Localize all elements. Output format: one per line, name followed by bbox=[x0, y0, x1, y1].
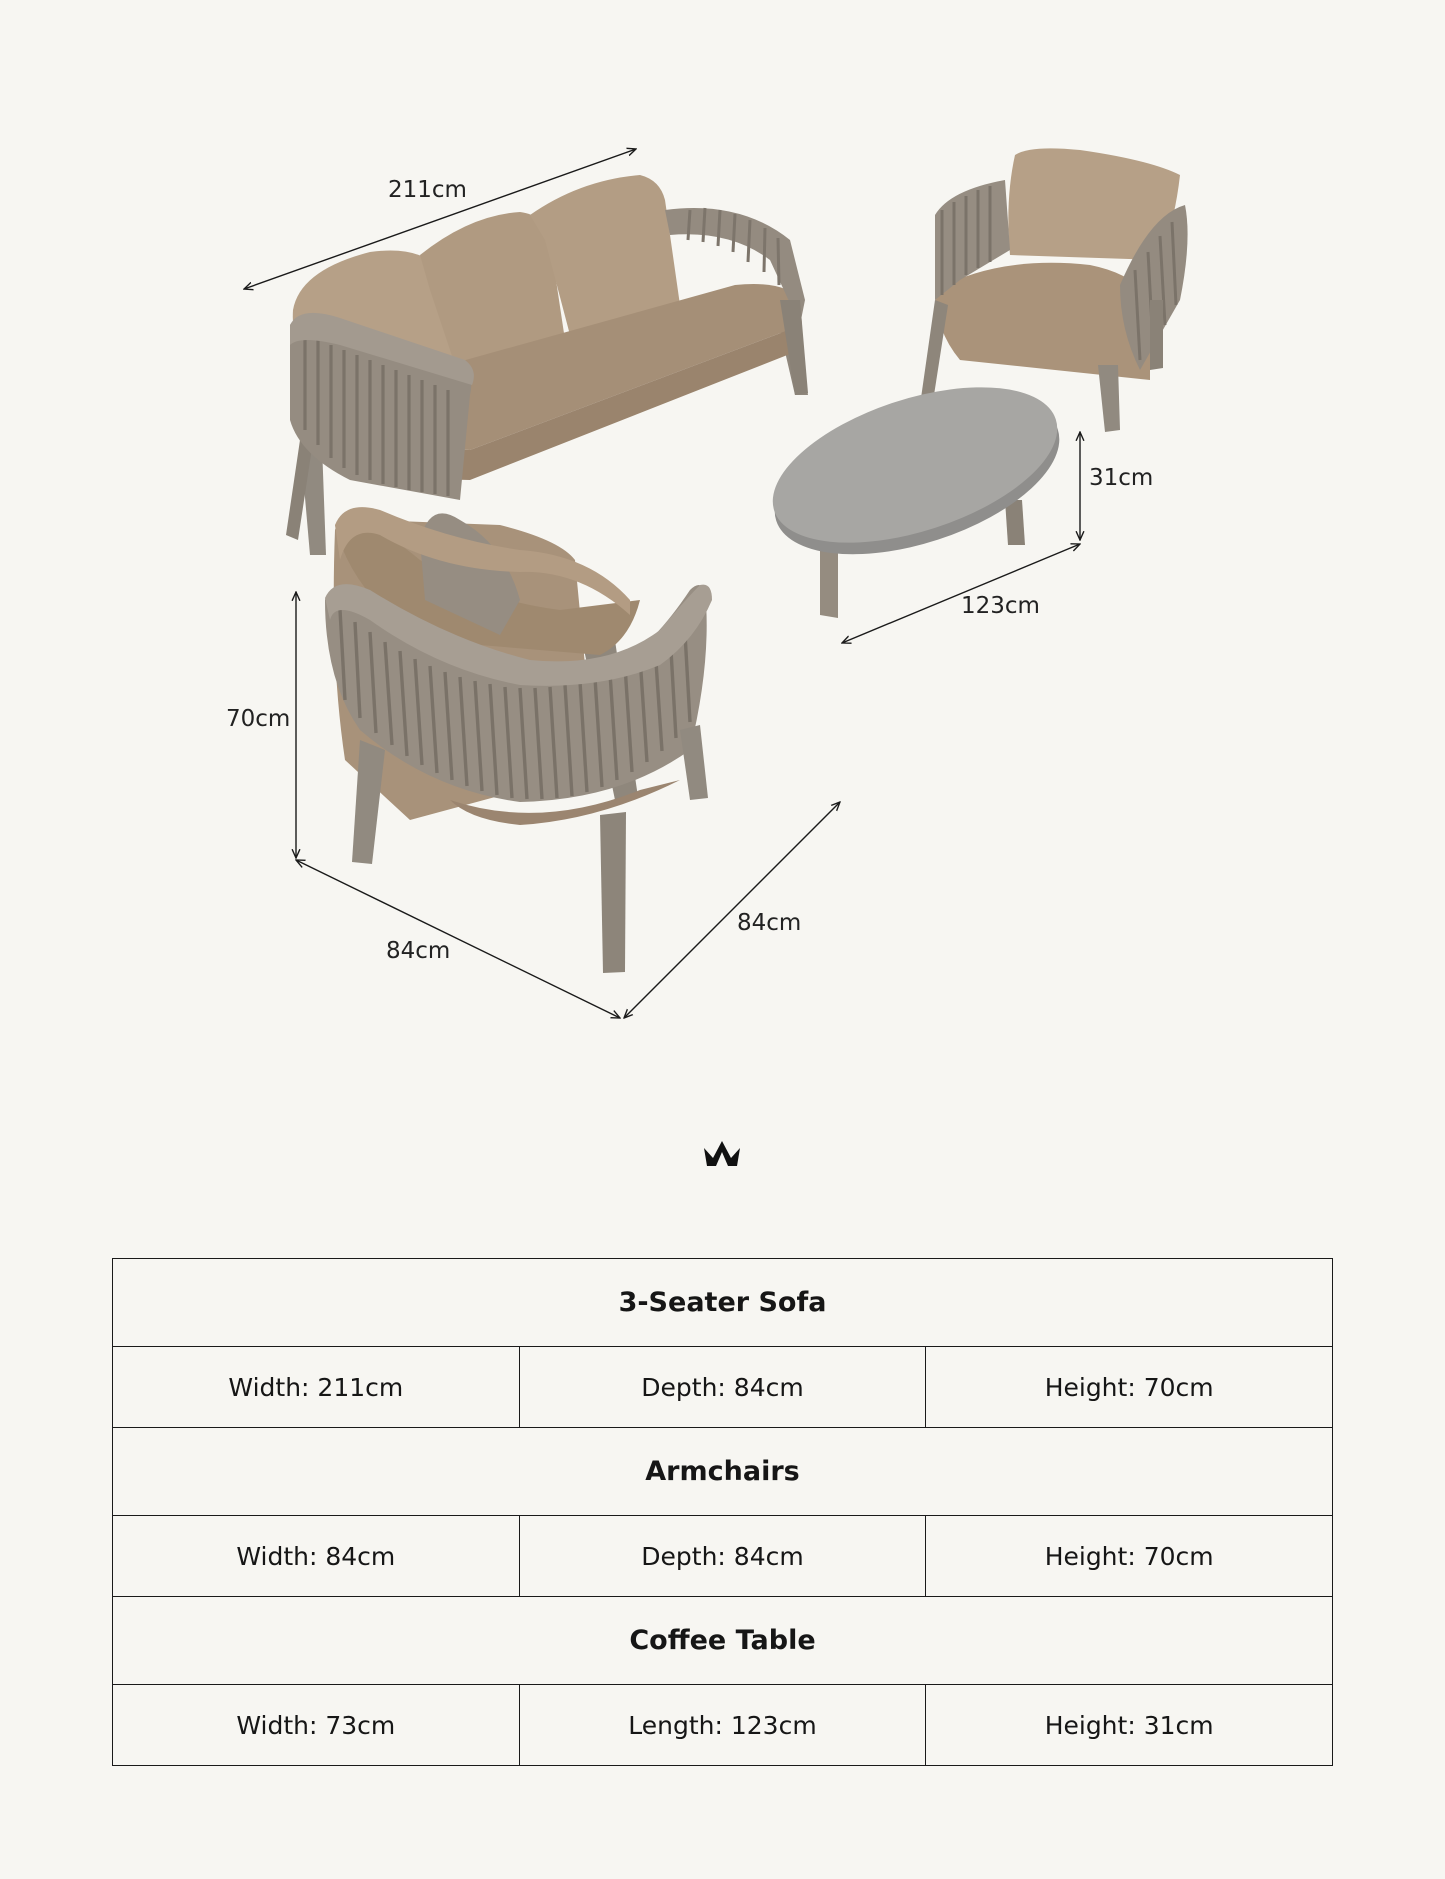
armchair-width-cell: Width: 84cm bbox=[113, 1516, 520, 1597]
sofa-width-cell: Width: 211cm bbox=[113, 1347, 520, 1428]
sofa-height-cell: Height: 70cm bbox=[926, 1347, 1333, 1428]
dimensions-table bbox=[112, 1258, 1333, 1766]
chair-depth-line bbox=[624, 802, 840, 1018]
table-section-header bbox=[113, 1597, 1333, 1685]
table-height-label: 31cm bbox=[1089, 465, 1154, 491]
table-row bbox=[113, 1516, 1333, 1597]
armchair-height-cell: Height: 70cm bbox=[926, 1516, 1333, 1597]
table-length-label: 123cm bbox=[961, 593, 1040, 619]
table-section-header bbox=[113, 1428, 1333, 1516]
sofa-width-label: 211cm bbox=[388, 177, 467, 203]
coffee-table-length-cell: Length: 123cm bbox=[519, 1685, 926, 1766]
coffee-table-height-cell: Height: 31cm bbox=[926, 1685, 1333, 1766]
table-row bbox=[113, 1685, 1333, 1766]
coffee-table-title: Coffee Table bbox=[113, 1597, 1333, 1685]
armchairs-title: Armchairs bbox=[113, 1428, 1333, 1516]
chair-width-line bbox=[296, 860, 620, 1018]
chair-depth-label: 84cm bbox=[737, 910, 802, 936]
sofa-title: 3-Seater Sofa bbox=[113, 1259, 1333, 1347]
coffee-table-image bbox=[754, 356, 1079, 618]
sofa-depth-cell: Depth: 84cm bbox=[519, 1347, 926, 1428]
chair-width-label: 84cm bbox=[386, 938, 451, 964]
sofa-image bbox=[286, 175, 808, 555]
table-section-header bbox=[113, 1259, 1333, 1347]
armchair-depth-cell: Depth: 84cm bbox=[519, 1516, 926, 1597]
table-row bbox=[113, 1347, 1333, 1428]
chair-height-label: 70cm bbox=[226, 706, 291, 732]
coffee-table-width-cell: Width: 73cm bbox=[113, 1685, 520, 1766]
crown-logo-icon bbox=[702, 1138, 742, 1168]
